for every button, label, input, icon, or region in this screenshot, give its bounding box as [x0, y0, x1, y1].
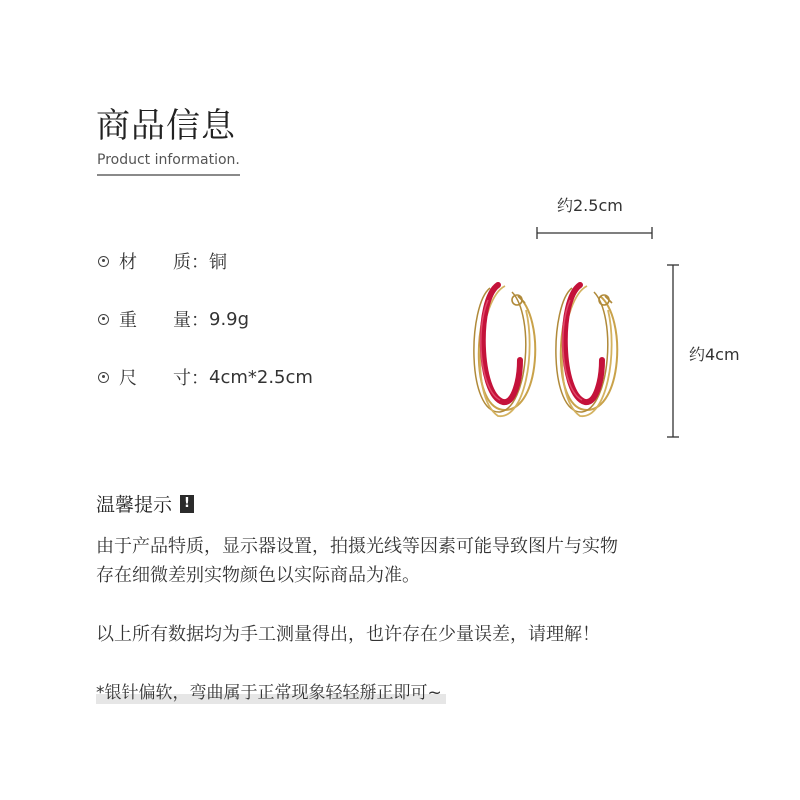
spec-label-char1: 尺	[119, 368, 137, 389]
right-earring	[556, 285, 617, 416]
height-dimension-label: 约4cm	[689, 345, 740, 364]
spec-value: 铜	[209, 252, 227, 273]
spec-label-char1: 重	[119, 310, 137, 331]
notice-paragraph-3: *银针偏软，弯曲属于正常现象轻轻掰正即可~	[96, 683, 442, 703]
spec-label-char2: 质：	[173, 252, 209, 273]
width-dimension-label: 约2.5cm	[557, 196, 623, 215]
page-subtitle: Product information.	[97, 152, 240, 176]
page-title: 商品信息	[96, 106, 236, 146]
left-earring	[474, 285, 535, 416]
height-dimension-line	[667, 265, 679, 437]
width-dimension-line	[537, 227, 652, 239]
spec-label-char1: 材	[119, 252, 137, 273]
notice-line: 存在细微差别实物颜色以实际商品为准。	[96, 565, 420, 586]
notice-paragraph-1	[96, 532, 618, 590]
notice-title	[96, 490, 194, 517]
notice-title-text: 温馨提示	[96, 494, 173, 516]
spec-label-char2: 寸：	[173, 368, 209, 389]
spec-value: 4cm*2.5cm	[209, 366, 313, 388]
notice-line: 由于产品特质，显示器设置，拍摄光线等因素可能导致图片与实物	[96, 536, 618, 557]
exclamation-icon: !	[180, 495, 194, 513]
notice-paragraph-2: 以上所有数据均为手工测量得出，也许存在少量误差，请理解！	[96, 624, 600, 645]
spec-label-char2: 量：	[173, 310, 209, 331]
spec-value: 9.9g	[209, 308, 250, 330]
